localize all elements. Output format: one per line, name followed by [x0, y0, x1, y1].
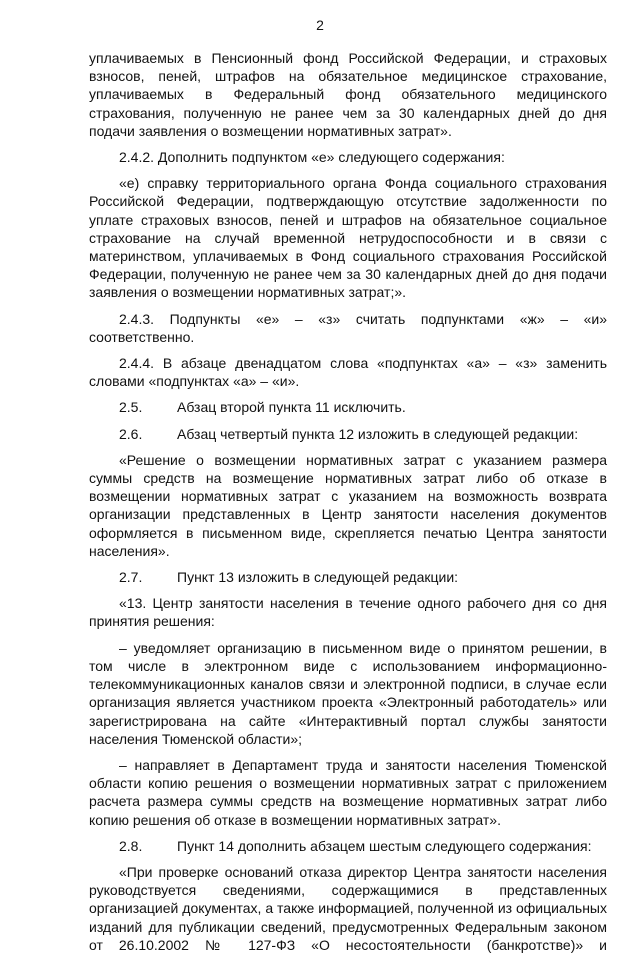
paragraph-2-4-3: 2.4.3. Подпункты «е» – «з» считать подпунктами «ж» – «и» соответственно.	[89, 310, 607, 345]
paragraph-decision-quote: «Решение о возмещении нормативных затрат с указанием размера суммы средств на возмещение нормативных затрат либо об отказе в возмещении нормативных затрат с указанием на возможность возврата организации представленных в Центр занятости населения документов оформляется в письменном виде, скрепляется печатью Центра занятости населения».	[89, 451, 607, 559]
paragraph-continuation: уплачиваемых в Пенсионный фонд Российской Федерации, и страховых взносов, пеней, штрафов на обязательное медицинское страхование, уплачиваемых в Федеральный фонд обязательного медицинского страхования, полученную не ранее чем за 30 календарных дней до дня подачи заявления о возмещении нормативных затрат».	[89, 50, 607, 139]
clause-text: Абзац второй пункта 11 исключить.	[177, 399, 406, 416]
paragraph-2-6	[89, 425, 607, 443]
clause-number: 2.6.	[119, 425, 143, 442]
paragraph-2-5	[89, 398, 607, 416]
paragraph-2-8	[89, 837, 607, 855]
clause-number: 2.8.	[119, 837, 143, 854]
paragraph-send-to-department: – направляет в Департамент труда и занятости населения Тюменской области копию решения о возмещении нормативных затрат с приложением расчета размера суммы средств на возмещение нормативных затрат либо копию решения об отказе в возмещении нормативных затрат».	[89, 756, 607, 828]
paragraph-item-13: «13. Центр занятости населения в течение одного рабочего дня со дня принятия решения:	[89, 595, 607, 630]
clause-number: 2.7.	[119, 569, 143, 586]
page-number: 2	[316, 17, 324, 33]
paragraph-2-4-2: 2.4.2. Дополнить подпунктом «е» следующего содержания:	[119, 149, 505, 166]
paragraph-2-4-4: 2.4.4. В абзаце двенадцатом слова «подпунктах «а» – «з» заменить словами «подпунктах «а» – «и».	[89, 355, 607, 390]
paragraph-refusal-check: «При проверке оснований отказа директор Центра занятости населения руководствуется сведениями, содержащимися в представленных организацией документах, а также информацией, полученной из официальных изданий для публикации сведений, предусмотренных Федеральным законом от 26.10.2002 № 127-ФЗ «О несостоятельности (банкротстве)» и	[89, 863, 607, 953]
clause-text: Абзац четвертый пункта 12 изложить в следующей редакции:	[177, 425, 579, 442]
paragraph-notify-organization: – уведомляет организацию в письменном виде о принятом решении, в том числе в электронном виде с использованием информационно-телекоммуникационных каналов связи и электронной подписи, в случае если организация является участником проекта «Электронный работодатель» или зарегистрирована на сайте «Интерактивный портал службы занятости населения Тюменской области»;	[89, 639, 607, 747]
clause-text: Пункт 13 изложить в следующей редакции:	[177, 569, 459, 586]
paragraph-subitem-e: «е) справку территориального органа Фонда социального страхования Российской Федерации, подтверждающую отсутствие задолженности по уплате страховых взносов, пеней и штрафов на обязательное социальное страхование на случай временной нетрудоспособности и в связи с материнством, уплачиваемых в Фонд социального страхования Российской Федерации, полученную не ранее чем за 30 календарных дней до дня подачи заявления о возмещении нормативных затрат;».	[89, 175, 607, 301]
clause-number: 2.5.	[119, 399, 143, 416]
document-body	[89, 49, 607, 954]
clause-text: Пункт 14 дополнить абзацем шестым следующего содержания:	[177, 837, 592, 854]
paragraph-2-7	[89, 568, 607, 586]
